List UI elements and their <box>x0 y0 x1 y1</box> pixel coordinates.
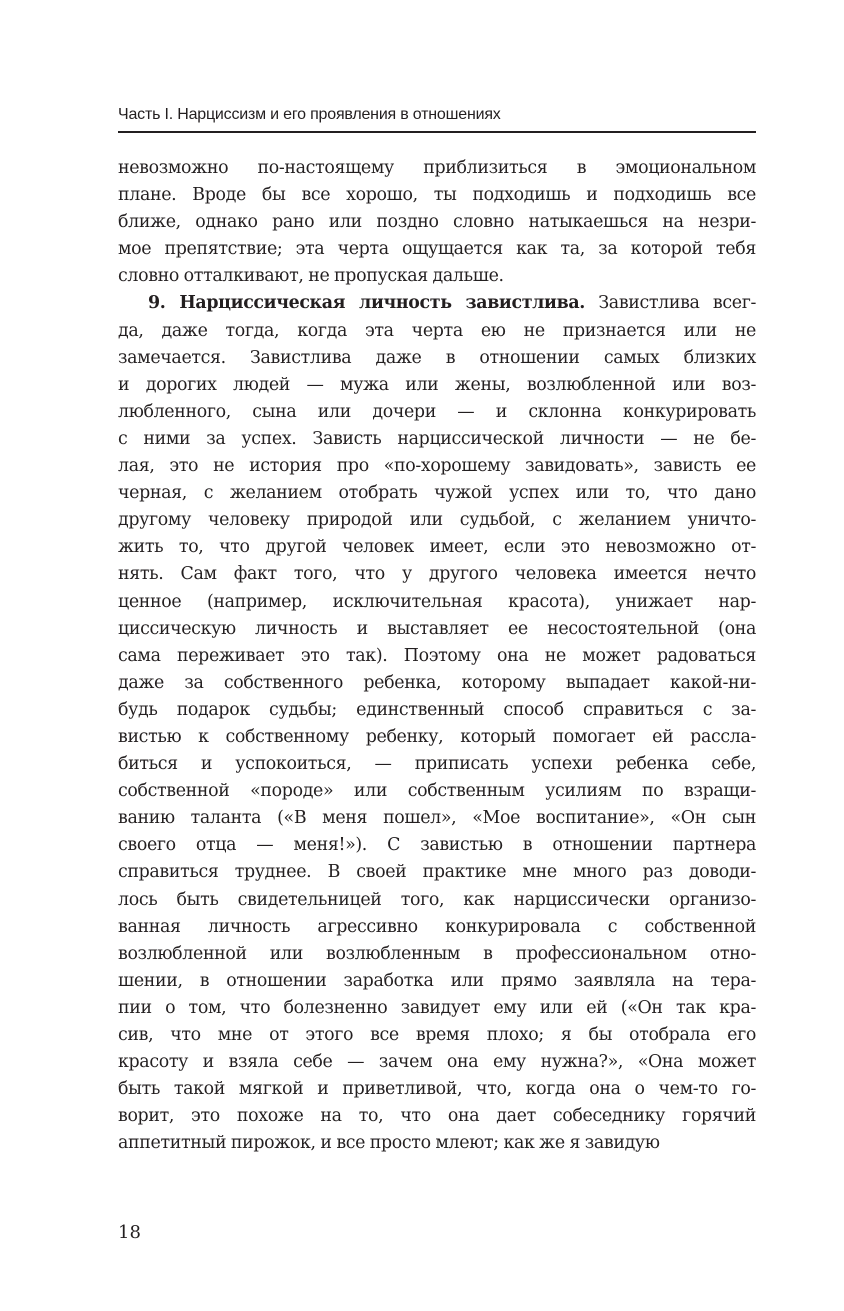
paragraph-1 <box>118 155 756 290</box>
text-line: плане. Вроде бы все хорошо, ты подходишь и подходишь все <box>118 185 756 206</box>
text-line: возлюбленной или возлюбленным в профессиональном отно- <box>118 943 756 964</box>
text-line: биться и успокоиться, — приписать успехи ребенка себе, <box>118 754 756 775</box>
page-number: 18 <box>118 1222 141 1243</box>
text-line: другому человеку природой или судьбой, с желанием уничто- <box>118 510 756 531</box>
text-line: черная, с желанием отобрать чужой успех или то, что дано <box>118 483 756 504</box>
text-line: ценное (например, исключительная красота), унижает нар- <box>118 591 756 612</box>
header-rule <box>118 131 756 133</box>
text-line: справиться труднее. В своей практике мне много раз доводи- <box>118 862 756 883</box>
text-line: сив, что мне от этого все время плохо; я бы отобрала его <box>118 1025 756 1045</box>
text-line: вистью к собственному ребенку, который помогает ей рассла- <box>118 726 756 747</box>
text-line: жить то, что другой человек имеет, если это невозможно от- <box>118 537 756 558</box>
text-line: сама переживает это так). Поэтому она не может радоваться <box>118 645 756 666</box>
text-line: мое препятствие; эта черта ощущается как та, за которой тебя <box>118 239 756 260</box>
text-line: ванная личность агрессивно конкурировала с собственной <box>118 916 756 937</box>
text-line: невозможно по-настоящему приблизиться в эмоциональном <box>118 158 756 178</box>
text-line: своего отца — меня!»). С завистью в отношении партнера <box>118 835 756 856</box>
text-line: замечается. Завистлива даже в отношении самых близких <box>118 347 756 368</box>
body-text <box>118 155 756 1157</box>
text-line: циссическую личность и выставляет ее несостоятельной (она <box>118 618 756 639</box>
section-heading: 9. Нарциссическая личность завистлива. <box>148 293 585 314</box>
text-line: шении, в отношении заработка или прямо заявляла на тера- <box>118 970 756 991</box>
text-line: с ними за успех. Зависть нарциссической личности — не бе- <box>118 428 756 449</box>
text-line: лось быть свидетельницей того, как нарциссически организо- <box>118 889 756 910</box>
text-line <box>118 290 756 317</box>
text-line: да, даже тогда, когда эта черта ею не признается или не <box>118 320 756 341</box>
text-line: любленного, сына или дочери — и склонна конкурировать <box>118 401 756 422</box>
text-line: лая, это не история про «по-хорошему завидовать», зависть ее <box>118 456 756 477</box>
text-line: красоту и взяла себе — зачем она ему нужна?», «Она может <box>118 1052 756 1073</box>
paragraph-2 <box>118 290 756 1157</box>
text-line: нять. Сам факт того, что у другого человека имеется нечто <box>118 564 756 585</box>
lead-text: Завистлива всег- <box>584 293 756 314</box>
text-line: собственной «породе» или собственным усилиям по взращи- <box>118 781 756 802</box>
text-line: даже за собственного ребенка, которому выпадает какой-ни- <box>118 672 756 693</box>
text-line: и дорогих людей — мужа или жены, возлюбленной или воз- <box>118 374 756 395</box>
text-line: словно отталкивают, не пропуская дальше. <box>118 266 504 287</box>
running-head: Часть I. Нарциссизм и его проявления в отношениях <box>118 106 501 123</box>
text-line: будь подарок судьбы; единственный способ справиться с за- <box>118 699 756 720</box>
text-line: быть такой мягкой и приветливой, что, когда она о чем-то го- <box>118 1079 756 1100</box>
text-line: ворит, это похоже на то, что она дает собеседнику горячий <box>118 1106 756 1127</box>
text-line: пии о том, что болезненно завидует ему или ей («Он так кра- <box>118 997 756 1018</box>
text-line: аппетитный пирожок, и все просто млеют; как же я завидую <box>118 1133 660 1154</box>
text-line: ближе, однако рано или поздно словно натыкаешься на незри- <box>118 212 756 233</box>
text-line: ванию таланта («В меня пошел», «Мое воспитание», «Он сын <box>118 808 756 829</box>
